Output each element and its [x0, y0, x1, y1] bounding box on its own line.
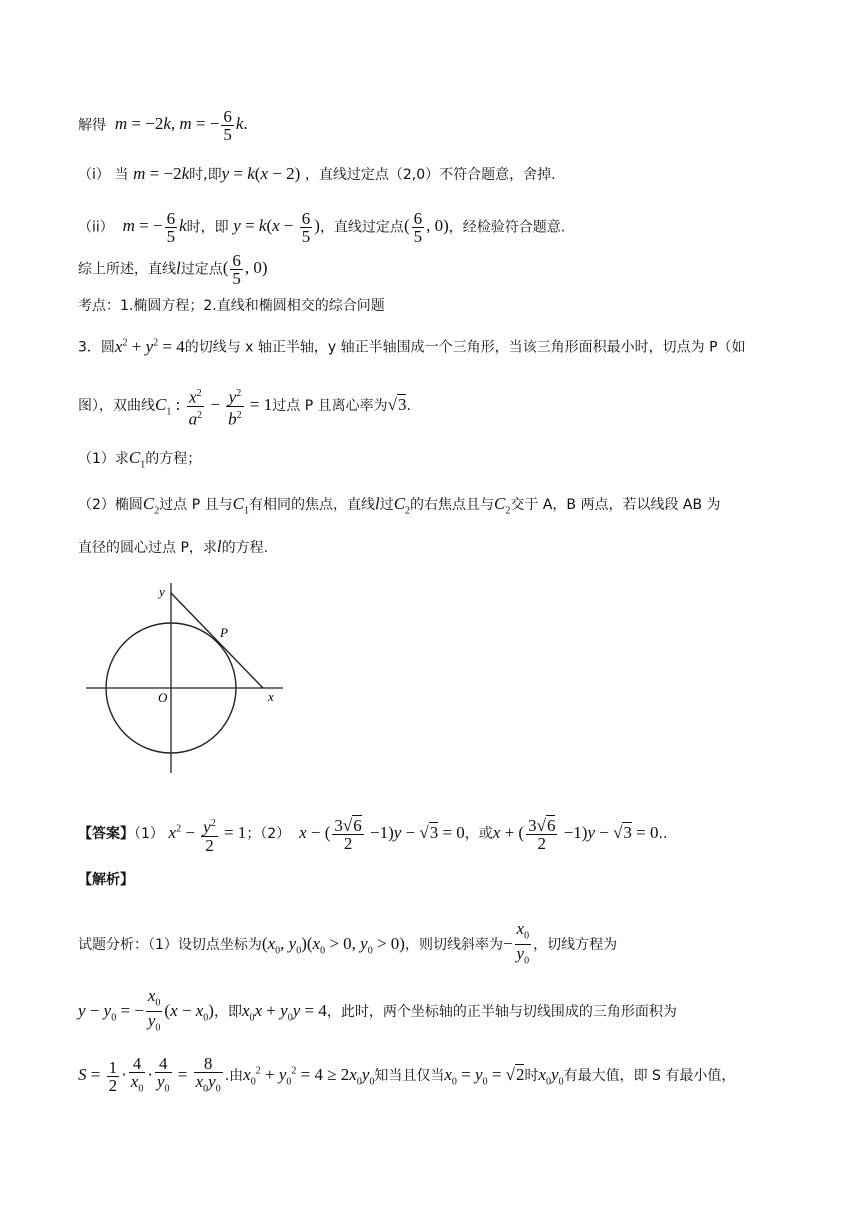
p2-text-f: 交于 A，B 两点，若以线段 AB 为: [510, 497, 721, 513]
p2-text-a: （2）椭圆: [78, 497, 143, 513]
math-slope: − $\frac{x_0}{y_0}$: [502, 919, 530, 967]
answer-or: ，或: [464, 826, 493, 843]
q3-text: 的切线与 x 轴正半轴，y 轴正半轴围成一个三角形，当该三角形面积最小时，切点为 P（如: [184, 339, 746, 356]
math-l-2: l: [374, 494, 380, 513]
p2-text-d: 过: [379, 497, 394, 513]
circle-tangent-diagram: [78, 578, 288, 778]
p2-text-c: 有相同的焦点，直线: [248, 497, 375, 513]
math-tangent-eq-2: $x_0x + y_0y = 4$: [241, 1000, 327, 1024]
p2-text-g: 直径的圆心过点 P，求: [78, 540, 217, 556]
answer-line: [78, 815, 667, 854]
math-answer-2b: x + ( $\frac{3√6}{2}$ −1)y − √3 = 0: [492, 815, 659, 853]
analysis-line3: [78, 1055, 735, 1097]
math-sqrt3: √3: [387, 395, 407, 415]
case-i-conclusion: ，直线过定点（2,0）不符合题意，舍掉.: [304, 167, 556, 183]
math-equality: $x_0 = y_0 = √2$: [444, 1065, 525, 1088]
label-y: y: [159, 584, 165, 599]
question-3-line2: [78, 385, 411, 427]
analysis-line1: [78, 920, 617, 970]
math-circle-eq: $x^2 + y^2 = 4$: [114, 336, 185, 356]
math-l: l: [176, 258, 181, 278]
text-shi-ji: 时,即: [189, 167, 222, 183]
an3-text-a: .由: [224, 1068, 244, 1085]
an1-text-b: ，则切线斜率为: [404, 936, 503, 953]
tangent-line: [171, 593, 263, 688]
part-2-line1: [78, 494, 721, 521]
math-case-ii-line: y = k(x − $\frac{6}{5}$ ): [233, 209, 320, 246]
line-case-i: [78, 164, 556, 185]
case-ii-conclusion: ，经检验符合题意.: [448, 219, 566, 236]
math-l-3: l: [216, 537, 222, 556]
an3-text-c: 时: [524, 1068, 539, 1085]
an1-text-c: ，切线方程为: [533, 936, 618, 953]
label-p: P: [220, 625, 228, 640]
math-tangent-point: ($x_0$, $y_0)(x_0 > 0$, $y_0 > 0$): [261, 933, 405, 957]
line-knowledge-points: 考点：1.椭圆方程；2.直线和椭圆相交的综合问题: [78, 298, 385, 314]
case-i-label: （i）: [78, 167, 110, 183]
line-case-ii: [78, 210, 565, 245]
math-inequality: $x_0^2 + y_0^2 = 4 \ge 2x_0y_0$: [243, 1065, 375, 1088]
math-m-values: m = −2k, m = − $\frac{6}{5}$ k.: [114, 107, 248, 144]
analysis-tag: 【解析】: [78, 872, 134, 888]
p2-text-e: 的右焦点且与: [410, 497, 495, 513]
line-summary: [78, 252, 268, 287]
an2-text-a: ，即: [213, 1003, 242, 1020]
label-origin: O: [158, 690, 168, 705]
case-ii-label: （ii）: [78, 219, 114, 236]
part-1: [78, 448, 201, 475]
math-case-ii-m: m = − $\frac{6}{5}$ k: [122, 209, 187, 246]
math-case-i-m: m = −2k: [133, 164, 190, 183]
q3-text-3: 过点 P 且离心率为: [272, 398, 388, 415]
q3-number: 3．圆: [78, 339, 115, 356]
math-answer-1: $x^2$ − $\frac{y^2}{2}$ = 1: [169, 823, 247, 842]
math-area: S = $\frac{1}{2}$ · $\frac{4}{x_0}$ · $\frac{4}{y_0}$ = $\frac{8}{x_0y_0}$: [78, 1054, 221, 1095]
answer-sep: ；（2）: [246, 826, 291, 843]
question-3-line1: [78, 333, 746, 358]
math-c2: $C_2$: [142, 494, 160, 517]
summary-text: 综上所述，直线: [78, 261, 176, 278]
an3-text-b: 知当且仅当: [374, 1068, 445, 1085]
p1-text: （1）求: [78, 451, 129, 467]
text-fixed-point-2: 过定点: [180, 261, 223, 278]
math-c1: $C_1$: [128, 448, 146, 471]
math-case-i-line: y = k(x − 2): [221, 164, 301, 183]
math-c2-b: $C_2$: [393, 494, 411, 517]
p2-text-b: 过点 P 且与: [159, 497, 233, 513]
text-dang: 当: [114, 167, 129, 183]
p1-text-2: 的方程；: [145, 451, 202, 467]
p2-text-h: 的方程.: [221, 540, 269, 556]
math-tangent-eq: $y - y_0$ = − $\frac{x_0}{y_0}$ $(x - x_0)$: [78, 986, 214, 1034]
q3-text-2: 图），双曲线: [78, 398, 155, 415]
an2-text-b: ，此时，两个坐标轴的正半轴与切线围成的三角形面积为: [326, 1003, 677, 1020]
answer-end: ..: [658, 826, 668, 843]
math-product: $x_0y_0$: [538, 1065, 564, 1088]
text-shi: 时，即: [186, 219, 229, 236]
math-answer-2a: x − ( $\frac{3√6}{2}$ −1)y − √3 = 0: [299, 815, 465, 853]
math-c1-b: $C_1$: [232, 494, 249, 517]
text-fixed-point: ，直线过定点: [319, 219, 404, 236]
answer-1-label: （1）: [134, 826, 164, 843]
line-solve-result: [78, 108, 248, 143]
part-2-line2: [78, 537, 268, 558]
math-c2-c: $C_2$: [494, 494, 511, 517]
q3-period: .: [406, 398, 411, 415]
label-x: x: [268, 689, 274, 704]
math-hyperbola: $C_1$ : $\frac{x^2}{a^2}$ − $\frac{y^2}{b^2}$ = 1: [155, 395, 272, 414]
an3-text-d: 有最大值，即 S 有最小值，: [563, 1068, 736, 1085]
an1-text-a: 试题分析：（1）设切点坐标为: [78, 936, 262, 953]
analysis-line2: [78, 987, 677, 1037]
math-point-6-5: ( $\frac{6}{5}$ , 0): [403, 209, 449, 246]
text-jiede: 解得: [78, 117, 106, 134]
answer-tag: 【答案】: [78, 826, 134, 843]
math-final-point: ( $\frac{6}{5}$ , 0): [222, 251, 268, 288]
